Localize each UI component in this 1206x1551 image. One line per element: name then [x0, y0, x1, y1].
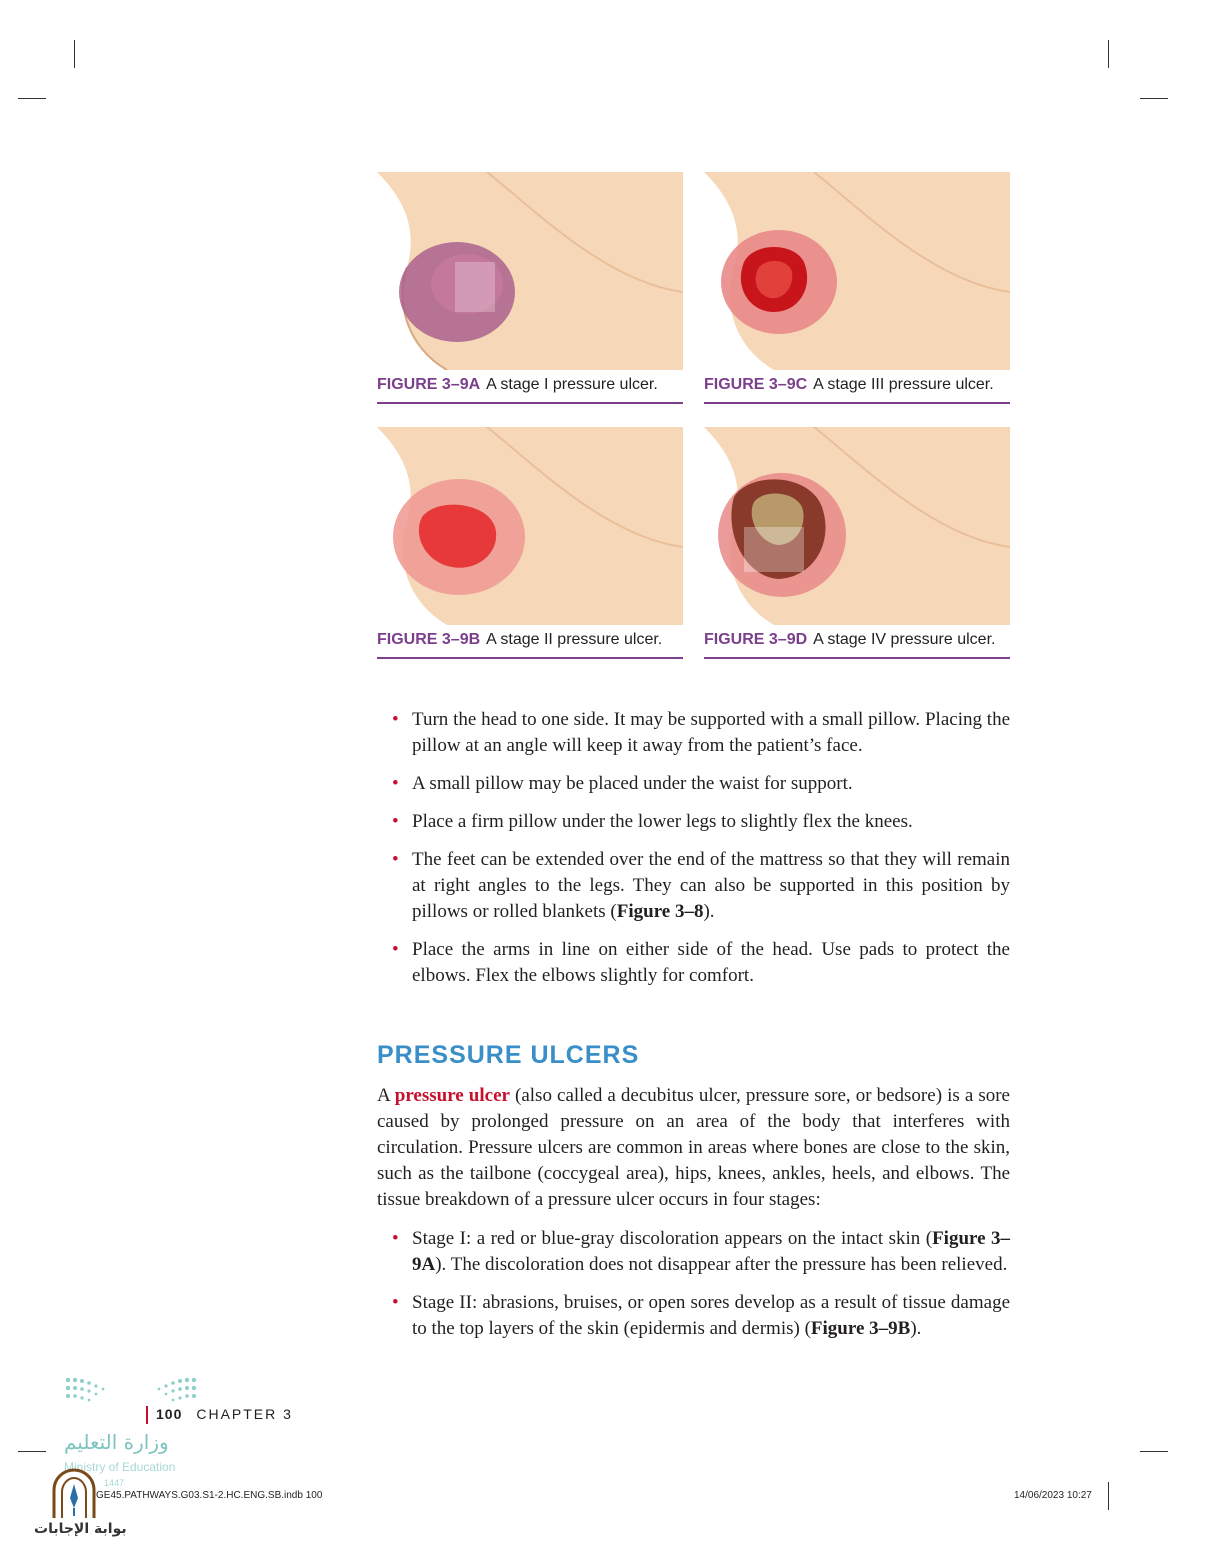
page-number: 100	[156, 1406, 183, 1422]
list-item: • Place a firm pillow under the lower legs to slightly flex the knees.	[392, 809, 1010, 835]
bullet-icon: •	[392, 1292, 399, 1313]
bullet-icon: •	[392, 1228, 399, 1249]
list-item: • Place the arms in line on either side of the head. Use pads to protect the elbows. Flex the elbows slightly for comfort.	[392, 939, 1010, 986]
figure-3-9c	[704, 172, 1010, 404]
figure-3-9d	[704, 427, 1010, 659]
crop-mark	[1108, 40, 1109, 68]
figure-reference: Figure 3–9B	[810, 1318, 911, 1339]
figure-3-9a	[377, 172, 683, 404]
ministry-name-english: Ministry of Education	[64, 1460, 176, 1474]
page-footer	[146, 1406, 293, 1424]
bullet-icon: •	[392, 773, 399, 794]
figure-reference: Figure 3–9A	[412, 1228, 1010, 1275]
figure-caption: FIGURE 3–9D A stage IV pressure ulcer.	[704, 631, 1010, 659]
list-item: • Stage II: abrasions, bruises, or open sores develop as a result of tissue damage to the top layers of the skin (epidermis and dermis) (Figure 3–9B).	[392, 1292, 1010, 1339]
crop-mark	[18, 1451, 46, 1452]
print-slug-date: 14/06/2023 10:27	[1014, 1490, 1092, 1501]
gate-logo-icon	[50, 1468, 98, 1520]
ministry-year: 1447	[104, 1478, 125, 1488]
ministry-name-arabic: وزارة التعليم	[64, 1430, 169, 1454]
print-slug-file: GE45.PATHWAYS.G03.S1-2.HC.ENG.SB.indb 100	[96, 1490, 323, 1501]
list-item: • A small pillow may be placed under the waist for support.	[392, 771, 1010, 797]
stage-1-ulcer-illustration	[377, 172, 683, 370]
figure-caption: FIGURE 3–9A A stage I pressure ulcer.	[377, 376, 683, 404]
stage-3-ulcer-illustration	[704, 172, 1010, 370]
crop-mark	[18, 98, 46, 99]
ministry-logo-icon	[60, 1374, 200, 1408]
bullet-icon: •	[392, 709, 399, 730]
watermark-text: بوابة الإجابات	[34, 1521, 127, 1537]
crop-mark	[1140, 1451, 1168, 1452]
positioning-list	[392, 707, 1010, 1001]
list-item: • The feet can be extended over the end of the mattress so that they will remain at right angles to the legs. They can also be supported in this position by pillows or rolled blankets (Figure 3–8).	[392, 849, 1010, 922]
chapter-label: CHAPTER 3	[196, 1406, 293, 1422]
crop-mark	[74, 40, 75, 68]
bullet-icon: •	[392, 849, 399, 870]
list-item: • Turn the head to one side. It may be supported with a small pillow. Placing the pillow at an angle will keep it away from the patient’s face.	[392, 709, 1010, 756]
figure-3-9b	[377, 427, 683, 659]
list-item: • Stage I: a red or blue-gray discoloration appears on the intact skin (Figure 3–9A). The discoloration does not disappear after the pressure has been relieved.	[392, 1228, 1010, 1275]
key-term: pressure ulcer	[394, 1085, 510, 1106]
stages-list	[392, 1226, 1010, 1354]
figure-caption: FIGURE 3–9C A stage III pressure ulcer.	[704, 376, 1010, 404]
stage-4-ulcer-illustration	[704, 427, 1010, 625]
bullet-icon: •	[392, 939, 399, 960]
bullet-icon: •	[392, 811, 399, 832]
crop-mark	[1140, 98, 1168, 99]
figure-reference: Figure 3–8	[616, 901, 704, 922]
figure-caption: FIGURE 3–9B A stage II pressure ulcer.	[377, 631, 683, 659]
body-paragraph: A pressure ulcer (also called a decubitus ulcer, pressure sore, or bedsore) is a sore caused by prolonged pressure on an area of the body that interferes with circulation. Pressure ulcers are common in areas where bones are close to the skin, such as the tailbone (coccygeal area), hips, knees, ankles, heels, and elbows. The tissue breakdown of a pressure ulcer occurs in four stages:	[377, 1085, 1010, 1210]
stage-2-ulcer-illustration	[377, 427, 683, 625]
crop-mark	[1108, 1482, 1109, 1510]
section-heading: PRESSURE ULCERS	[377, 1041, 640, 1069]
